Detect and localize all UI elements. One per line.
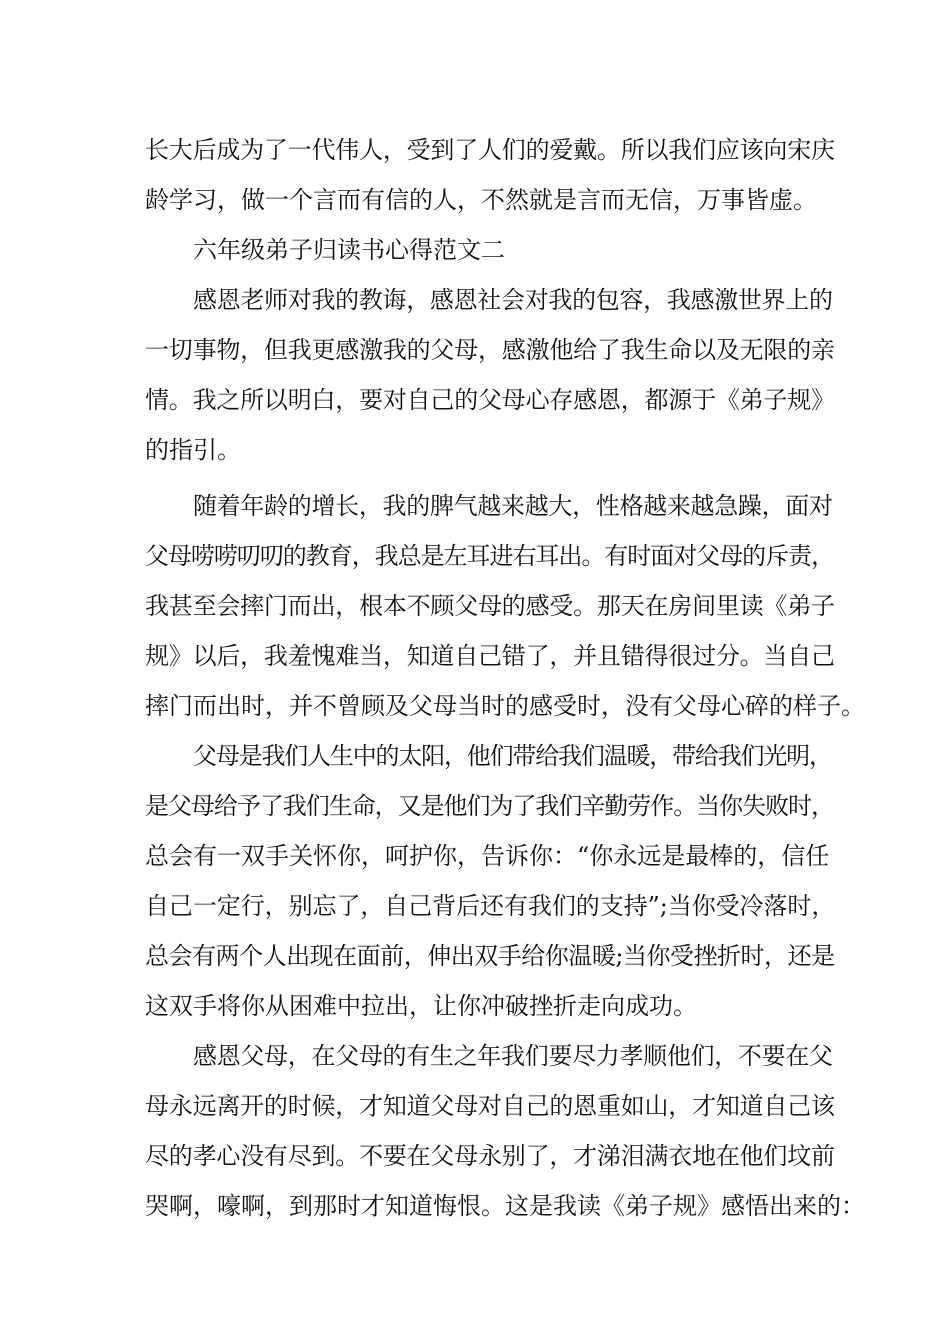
text-line: 龄学习，做一个言而有信的人，不然就是言而无信，万事皆虚。 <box>145 186 817 214</box>
text-line: 规》以后，我羞愧难当，知道自己错了，并且错得很过分。当自己 <box>145 642 835 670</box>
text-line: 父母唠唠叨叨的教育，我总是左耳进右耳出。有时面对父母的斥责， <box>145 542 834 570</box>
text-line: 总会有一双手关怀你，呵护你，告诉你：“你永远是最棒的，信任 <box>145 842 830 870</box>
text-line: 我甚至会摔门而出，根本不顾父母的感受。那天在房间里读《弟子 <box>145 592 835 620</box>
text-line: 一切事物，但我更感激我的父母，感激他给了我生命以及无限的亲 <box>145 336 835 364</box>
text-line: 父母是我们人生中的太阳，他们带给我们温暖，带给我们光明， <box>193 742 832 770</box>
text-line: 随着年龄的增长，我的脾气越来越大，性格越来越急躁，面对 <box>193 492 833 520</box>
text-line: 感恩父母，在父母的有生之年我们要尽力孝顺他们，不要在父 <box>193 1042 833 1070</box>
text-line: 是父母给予了我们生命，又是他们为了我们辛勤劳作。当你失败时， <box>145 792 834 820</box>
text-line: 自己一定行，别忘了，自己背后还有我们的支持”;当你受冷落时， <box>145 892 836 920</box>
text-line: 尽的孝心没有尽到。不要在父母永别了，才涕泪满衣地在他们坟前 <box>145 1142 835 1170</box>
text-line: 母永远离开的时候，才知道父母对自己的恩重如山，才知道自己该 <box>145 1092 835 1120</box>
section-heading: 六年级弟子归读书心得范文二 <box>193 236 505 264</box>
text-line: 这双手将你从困难中拉出，让你冲破挫折走向成功。 <box>145 992 697 1020</box>
text-line: 摔门而出时，并不曾顾及父母当时的感受时，没有父母心碎的样子。 <box>145 692 865 720</box>
text-line: 情。我之所以明白，要对自己的父母心存感恩，都源于《弟子规》 <box>145 386 835 414</box>
text-line: 哭啊，嚎啊，到那时才知道悔恨。这是我读《弟子规》感悟出来的： <box>145 1192 865 1220</box>
text-line: 感恩老师对我的教诲，感恩社会对我的包容，我感激世界上的 <box>193 286 833 314</box>
text-line: 长大后成为了一代伟人，受到了人们的爱戴。所以我们应该向宋庆 <box>145 136 835 164</box>
text-line: 的指引。 <box>145 436 241 464</box>
text-line: 总会有两个人出现在面前，伸出双手给你温暖;当你受挫折时，还是 <box>145 942 835 970</box>
